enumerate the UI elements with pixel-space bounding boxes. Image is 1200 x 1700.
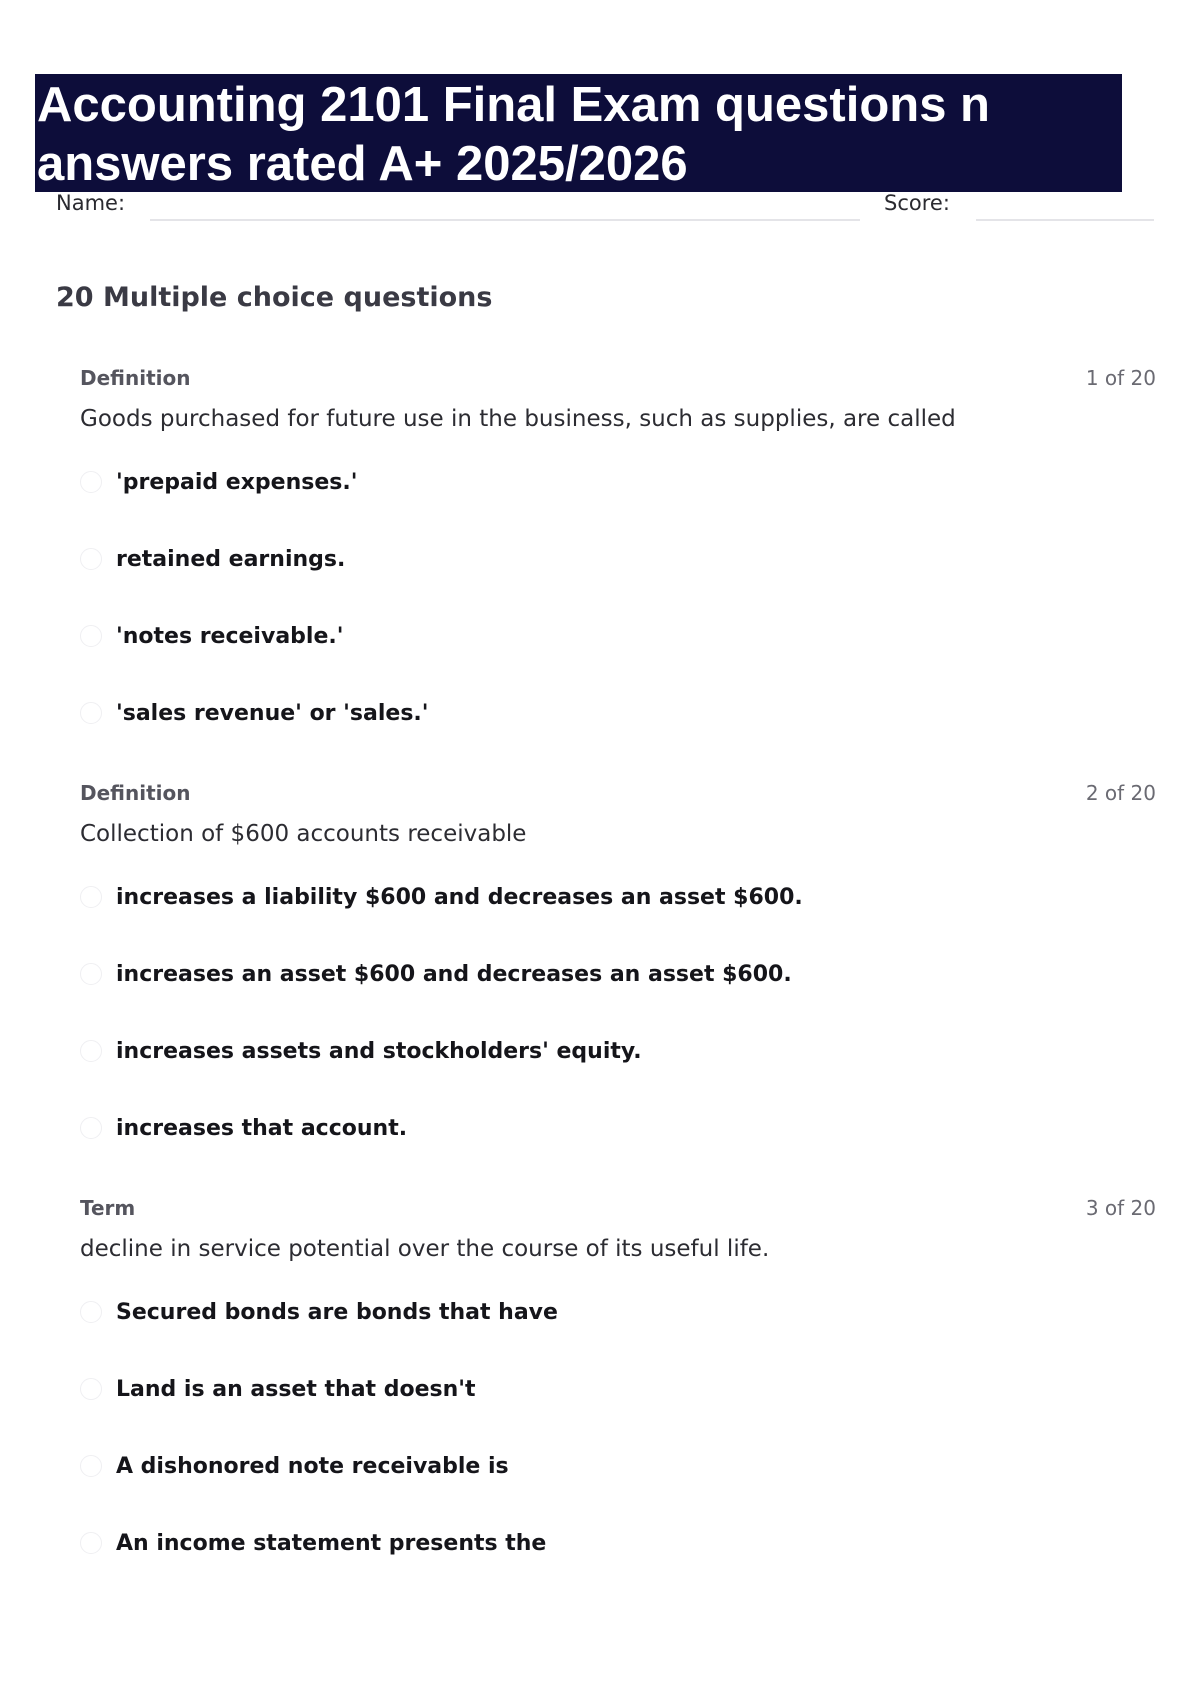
radio-button[interactable] — [80, 471, 102, 493]
question-type: Term — [80, 1196, 136, 1220]
option-label: increases assets and stockholders' equity. — [116, 1038, 642, 1064]
option-label: A dishonored note receivable is — [116, 1453, 509, 1479]
radio-button[interactable] — [80, 963, 102, 985]
answer-option[interactable] — [80, 541, 345, 577]
score-input-line[interactable] — [976, 219, 1154, 221]
answer-option[interactable] — [80, 1525, 546, 1561]
answer-option[interactable] — [80, 1448, 509, 1484]
radio-button[interactable] — [80, 702, 102, 724]
question-prompt: decline in service potential over the course of its useful life. — [80, 1236, 770, 1262]
score-label: Score: — [884, 191, 950, 215]
question-counter: 2 of 20 — [1085, 781, 1156, 805]
answer-option[interactable] — [80, 1110, 407, 1146]
title-banner — [35, 74, 1122, 192]
radio-button[interactable] — [80, 1117, 102, 1139]
answer-option[interactable] — [80, 1033, 642, 1069]
document-title: Accounting 2101 Final Exam questions n answers rated A+ 2025/2026 — [37, 78, 990, 191]
option-label: Land is an asset that doesn't — [116, 1376, 476, 1402]
option-label: retained earnings. — [116, 546, 346, 572]
question-counter: 1 of 20 — [1085, 366, 1156, 390]
option-label: An income statement presents the — [116, 1530, 547, 1556]
option-label: 'notes receivable.' — [116, 623, 344, 649]
radio-button[interactable] — [80, 625, 102, 647]
radio-button[interactable] — [80, 1040, 102, 1062]
name-label: Name: — [56, 191, 126, 215]
section-heading: 20 Multiple choice questions — [56, 282, 493, 313]
question-counter: 3 of 20 — [1085, 1196, 1156, 1220]
answer-option[interactable] — [80, 956, 792, 992]
option-label: increases that account. — [116, 1115, 408, 1141]
answer-option[interactable] — [80, 618, 343, 654]
answer-option[interactable] — [80, 464, 357, 500]
question-2 — [0, 781, 1200, 1181]
radio-button[interactable] — [80, 886, 102, 908]
answer-option[interactable] — [80, 695, 429, 731]
question-prompt: Goods purchased for future use in the business, such as supplies, are called — [80, 406, 956, 432]
question-1 — [0, 366, 1200, 766]
answer-option[interactable] — [80, 879, 803, 915]
option-label: increases a liability $600 and decreases an asset $600. — [116, 884, 803, 910]
option-label: Secured bonds are bonds that have — [116, 1299, 558, 1325]
radio-button[interactable] — [80, 548, 102, 570]
question-3 — [0, 1196, 1200, 1596]
radio-button[interactable] — [80, 1301, 102, 1323]
name-input-line[interactable] — [150, 219, 860, 221]
radio-button[interactable] — [80, 1378, 102, 1400]
answer-option[interactable] — [80, 1294, 558, 1330]
option-label: 'prepaid expenses.' — [116, 469, 358, 495]
answer-option[interactable] — [80, 1371, 476, 1407]
question-type: Definition — [80, 366, 191, 390]
option-label: 'sales revenue' or 'sales.' — [116, 700, 429, 726]
radio-button[interactable] — [80, 1532, 102, 1554]
option-label: increases an asset $600 and decreases an asset $600. — [116, 961, 792, 987]
question-prompt: Collection of $600 accounts receivable — [80, 821, 527, 847]
question-type: Definition — [80, 781, 191, 805]
radio-button[interactable] — [80, 1455, 102, 1477]
